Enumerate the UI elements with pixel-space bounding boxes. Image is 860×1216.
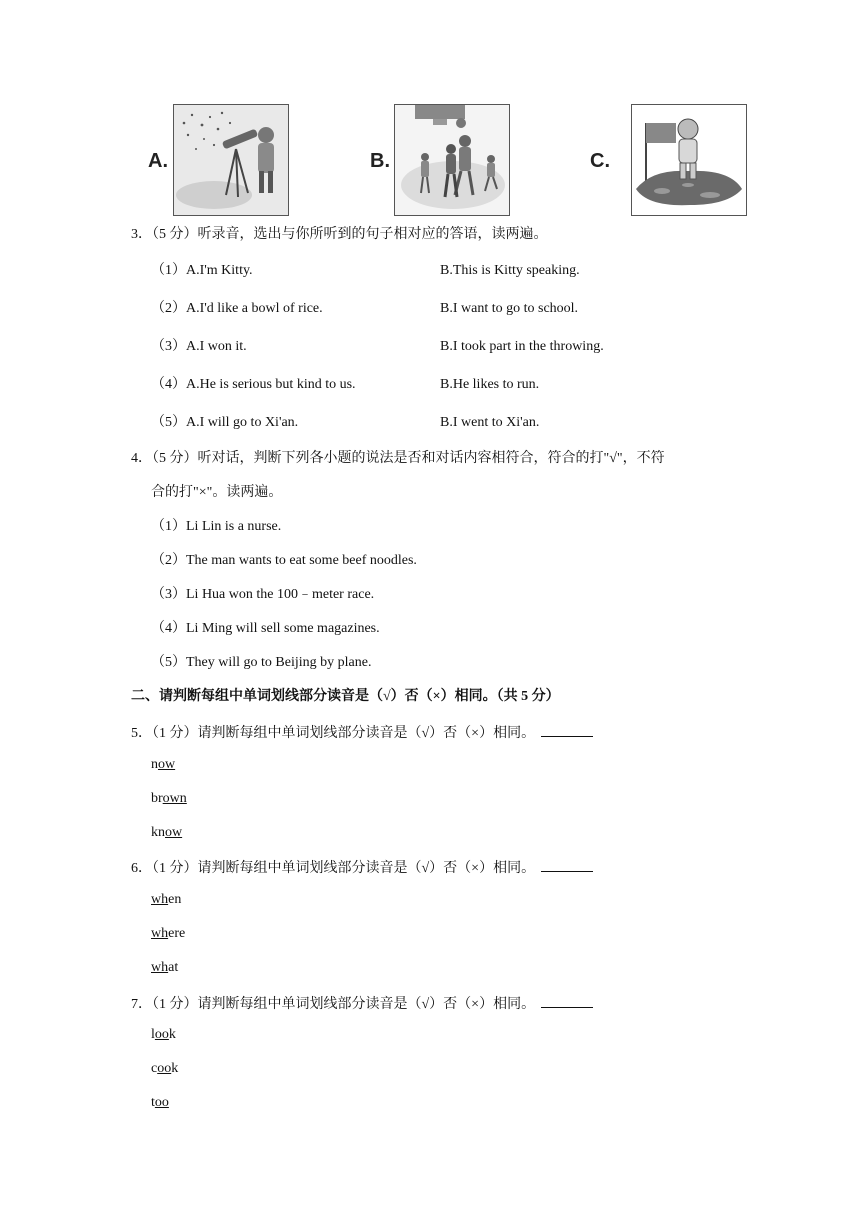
underlined-part: own [162, 791, 187, 806]
option-a: A.I won it. [186, 339, 247, 354]
word-part: c [151, 1061, 158, 1076]
question-4-stem-line-2: 合的打"×"。读两遍。 [151, 485, 283, 500]
option-a: A.I will go to Xi'an. [186, 415, 299, 430]
q3-item-2-option-b: B.I want to go to school. [440, 301, 579, 316]
question-4-stem-line-1: 4．（5 分）听对话，判断下列各小题的说法是否和对话内容相符合，符合的打"√"，不符 [131, 451, 665, 466]
section-2-heading: 二、请判断每组中单词划线部分读音是（√）否（×）相同。（共 5 分） [131, 689, 560, 704]
question-6-text: 6．（1 分）请判断每组中单词划线部分读音是（√）否（×）相同。 [131, 861, 536, 876]
answer-blank[interactable] [541, 722, 593, 737]
option-c-label: C. [590, 150, 610, 172]
item-number: （1） [151, 263, 186, 278]
telescope-stargazing-illustration-icon [173, 104, 289, 216]
q3-item-5 [151, 414, 298, 432]
q6-word-1 [151, 891, 181, 909]
word-part: n [151, 757, 158, 772]
word-part: en [168, 892, 182, 907]
astronaut-moon-flag-illustration-icon [631, 104, 747, 216]
basketball-players-illustration-icon [394, 104, 510, 216]
word-part: br [151, 791, 163, 806]
q6-word-2 [151, 925, 185, 943]
q3-item-4-option-b: B.He likes to run. [440, 377, 540, 392]
q7-word-2 [151, 1060, 178, 1078]
question-5-stem [131, 722, 593, 743]
question-6-stem [131, 857, 593, 878]
word-part: k [168, 1027, 176, 1042]
item-number: （2） [151, 301, 186, 316]
q4-item-1: （1）Li Lin is a nurse. [151, 519, 282, 534]
option-a: A.I'd like a bowl of rice. [186, 301, 323, 316]
q7-word-3 [151, 1094, 169, 1112]
word-part: t [151, 1095, 155, 1110]
question-7-stem [131, 993, 593, 1014]
word-part: k [171, 1061, 179, 1076]
word-part: l [151, 1027, 155, 1042]
q5-word-3 [151, 824, 182, 842]
underlined-part: ow [165, 825, 183, 840]
q4-item-4: （4）Li Ming will sell some magazines. [151, 621, 380, 636]
question-3-stem: 3．（5 分）听录音，选出与你所听到的句子相对应的答语，读两遍。 [131, 227, 548, 242]
q5-word-1 [151, 756, 175, 774]
option-a: A.He is serious but kind to us. [186, 377, 356, 392]
item-number: （5） [151, 415, 186, 430]
underlined-part: wh [151, 892, 169, 907]
item-number: （3） [151, 339, 186, 354]
underlined-part: ow [158, 757, 176, 772]
q4-item-3: （3）Li Hua won the 100﹣meter race. [151, 587, 375, 602]
q5-word-2 [151, 790, 187, 808]
word-part: at [168, 960, 179, 975]
underlined-part: oo [154, 1027, 169, 1042]
question-7-text: 7．（1 分）请判断每组中单词划线部分读音是（√）否（×）相同。 [131, 997, 536, 1012]
q3-item-3 [151, 338, 247, 356]
underlined-part: oo [154, 1095, 169, 1110]
q3-item-3-option-b: B.I took part in the throwing. [440, 339, 604, 354]
word-part: ere [168, 926, 186, 941]
q7-word-1 [151, 1026, 176, 1044]
q4-item-2: （2）The man wants to eat some beef noodles. [151, 553, 417, 568]
option-a: A.I'm Kitty. [186, 263, 253, 278]
underlined-part: oo [157, 1061, 172, 1076]
q3-item-1-option-b: B.This is Kitty speaking. [440, 263, 580, 278]
answer-blank[interactable] [541, 857, 593, 872]
item-number: （4） [151, 377, 186, 392]
underlined-part: wh [151, 926, 169, 941]
option-b-label: B. [370, 150, 390, 172]
q3-item-5-option-b: B.I went to Xi'an. [440, 415, 540, 430]
q4-item-5: （5）They will go to Beijing by plane. [151, 655, 372, 670]
q6-word-3 [151, 959, 178, 977]
answer-blank[interactable] [541, 993, 593, 1008]
q3-item-2 [151, 300, 323, 318]
q3-item-1 [151, 262, 253, 280]
underlined-part: wh [151, 960, 169, 975]
option-a-label: A. [148, 150, 168, 172]
q3-item-4 [151, 376, 356, 394]
word-part: kn [151, 825, 165, 840]
question-5-text: 5．（1 分）请判断每组中单词划线部分读音是（√）否（×）相同。 [131, 726, 536, 741]
